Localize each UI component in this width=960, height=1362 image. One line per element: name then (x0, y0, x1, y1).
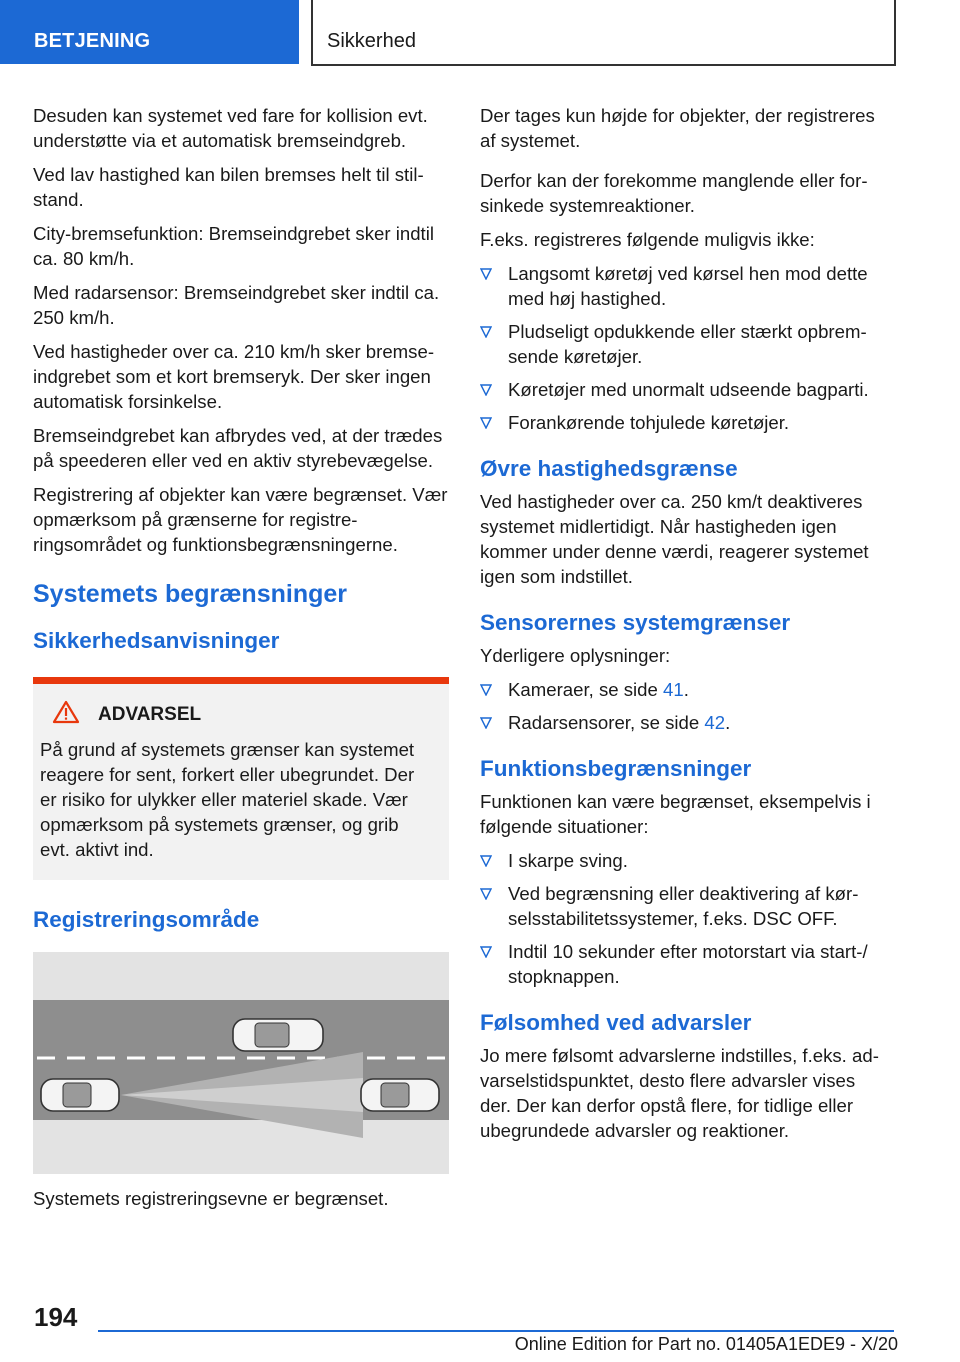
warning-triangle-icon (52, 700, 80, 729)
page-link-41[interactable]: 41 (663, 679, 684, 700)
car-icon (41, 1079, 119, 1111)
triangle-bullet-icon (480, 717, 492, 729)
car-icon (361, 1079, 439, 1111)
chapter-tab: BETJENING (0, 0, 299, 64)
edition-footer: Online Edition for Part no. 01405A1EDE9 - X/20 (514, 1334, 898, 1354)
sensor-list (480, 677, 890, 735)
heading-detection-area: Registreringsområde (33, 907, 260, 932)
paragraph: Ved hastigheder over ca. 210 km/h sker bremseindgrebet som et kort bremseryk. Der sker ingen automatisk forsinkelse. (33, 341, 435, 412)
paragraph: Jo mere følsomt advarslerne indstilles, f.eks. advarselstidspunktet, desto flere advarsler vises der. Der kan derfor opstå flere, for tidlige eller ubegrundede advarsler og reaktioner. (480, 1045, 879, 1141)
paragraph: Bremseindgrebet kan afbrydes ved, at der trædes på speederen eller ved en aktiv styrebevægelse. (33, 425, 443, 471)
paragraph: Registrering af objekter kan være begrænset. Vær opmærksom på grænserne for registreringsområdet og funktionsbegrænsningerne. (33, 484, 448, 555)
section-title: Sikkerhed (311, 0, 896, 66)
triangle-bullet-icon (480, 417, 492, 429)
triangle-bullet-icon (480, 326, 492, 338)
footer-divider (98, 1330, 894, 1332)
list-item: Ved begrænsning eller deaktivering af kørselsstabilitetssystemer, f.eks. DSC OFF. (480, 881, 890, 931)
heading-warning-sensitivity: Følsomhed ved advarsler (480, 1010, 752, 1035)
list-item: Pludseligt opdukkende eller stærkt opbremsende køretøjer. (480, 319, 890, 369)
paragraph: City-bremsefunktion: Bremseindgrebet sker indtil ca. 80 km/h. (33, 223, 434, 269)
warning-title: ADVARSEL (98, 703, 202, 725)
function-limits-list (480, 848, 890, 989)
paragraph: Funktionen kan være begrænset, eksempelvis i følgende situationer: (480, 791, 871, 837)
triangle-bullet-icon (480, 268, 492, 280)
list-item: Forankørende tohjulede køretøjer. (480, 410, 890, 435)
figure-caption: Systemets registreringsevne er begrænset. (33, 1188, 389, 1209)
left-column (33, 103, 449, 1211)
triangle-bullet-icon (480, 684, 492, 696)
paragraph: Med radarsensor: Bremseindgrebet sker indtil ca. 250 km/h. (33, 282, 440, 328)
car-icon (233, 1019, 323, 1051)
right-column (480, 103, 890, 1152)
undetected-objects-list (480, 261, 890, 435)
page-link-42[interactable]: 42 (704, 712, 726, 733)
list-item: Køretøjer med unormalt udseende bagparti. (480, 377, 890, 402)
paragraph: Ved lav hastighed kan bilen bremses helt til stilstand. (33, 164, 424, 210)
paragraph: Der tages kun højde for objekter, der registreres af systemet. (480, 105, 875, 151)
list-item: I skarpe sving. (480, 848, 890, 873)
warning-box (33, 677, 449, 880)
list-item: Langsomt køretøj ved kørsel hen mod dette med høj hastighed. (480, 261, 890, 311)
detection-area-illustration (33, 952, 449, 1174)
paragraph: F.eks. registreres følgende muligvis ikke: (480, 229, 815, 250)
heading-function-limits: Funktionsbegrænsninger (480, 756, 752, 781)
paragraph: Yderligere oplysninger: (480, 645, 671, 666)
triangle-bullet-icon (480, 888, 492, 900)
triangle-bullet-icon (480, 384, 492, 396)
heading-speed-limit: Øvre hastighedsgrænse (480, 456, 738, 481)
triangle-bullet-icon (480, 855, 492, 867)
warning-header (40, 700, 433, 729)
heading-sensor-limits: Sensorernes systemgrænser (480, 610, 791, 635)
list-item: Radarsensorer, se side 42. (480, 710, 890, 735)
paragraph: Derfor kan der forekomme manglende eller forsinkede systemreaktioner. (480, 170, 868, 216)
triangle-bullet-icon (480, 946, 492, 958)
heading-system-limits: Systemets begrænsninger (33, 580, 347, 608)
list-item: Indtil 10 sekunder efter motorstart via start-/ stopknappen. (480, 939, 890, 989)
paragraph: Desuden kan systemet ved fare for kollision evt. understøtte via et automatisk bremseindgreb. (33, 105, 428, 151)
paragraph: Ved hastigheder over ca. 250 km/t deaktiveres systemet midlertidigt. Når hastigheden igen kommer under denne værdi, reagerer systemet igen som indstillet. (480, 491, 869, 587)
warning-text: På grund af systemets grænser kan systemet reagere for sent, forkert eller ubegrundet. Der er risiko for ulykker eller materiel skade. Vær opmærksom på systemets grænser, og grib evt. aktivt ind. (40, 739, 415, 860)
heading-safety: Sikkerhedsanvisninger (33, 628, 280, 653)
list-item: Kameraer, se side 41. (480, 677, 890, 702)
page-number: 194 (34, 1302, 78, 1332)
